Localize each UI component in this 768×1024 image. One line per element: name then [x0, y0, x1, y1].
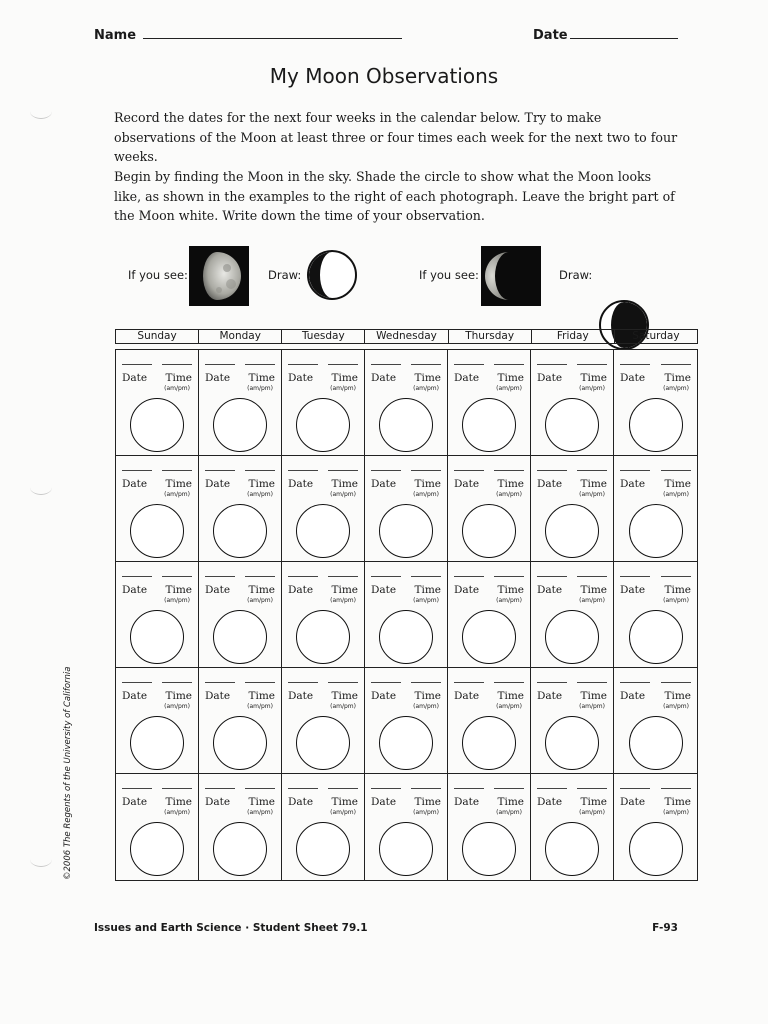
time-label: Time	[331, 372, 358, 384]
time-blank[interactable]	[162, 682, 192, 683]
date-label: Date	[288, 478, 314, 490]
time-label: Time	[165, 478, 192, 490]
ampm-label: (am/pm)	[663, 385, 689, 392]
date-label: Date	[122, 690, 148, 702]
date-blank[interactable]	[371, 364, 401, 365]
calendar-cell[interactable]	[199, 350, 282, 456]
date-blank[interactable]	[288, 470, 318, 471]
waning-crescent-moon-photo	[481, 246, 541, 306]
date-blank[interactable]	[371, 682, 401, 683]
ampm-label: (am/pm)	[579, 703, 605, 710]
moon-shading-circle[interactable]	[296, 822, 350, 876]
date-label: Date	[454, 796, 480, 808]
time-blank[interactable]	[245, 682, 275, 683]
calendar-cell[interactable]	[199, 774, 282, 880]
time-blank[interactable]	[162, 470, 192, 471]
time-label: Time	[248, 690, 275, 702]
ampm-label: (am/pm)	[247, 809, 273, 816]
time-blank[interactable]	[661, 364, 691, 365]
time-label: Time	[580, 690, 607, 702]
ampm-label: (am/pm)	[579, 809, 605, 816]
ampm-label: (am/pm)	[663, 597, 689, 604]
weekday-header-saturday: Saturday	[632, 330, 680, 342]
ampm-label: (am/pm)	[413, 597, 439, 604]
time-label: Time	[248, 796, 275, 808]
date-label: Date	[537, 478, 563, 490]
moon-shading-circle[interactable]	[296, 504, 350, 558]
time-blank[interactable]	[494, 788, 524, 789]
moon-shading-circle[interactable]	[213, 716, 267, 770]
calendar-cell[interactable]	[365, 350, 448, 456]
time-label: Time	[497, 372, 524, 384]
time-blank[interactable]	[494, 364, 524, 365]
time-blank[interactable]	[494, 470, 524, 471]
moon-shading-circle[interactable]	[296, 716, 350, 770]
time-label: Time	[248, 584, 275, 596]
time-label: Time	[414, 796, 441, 808]
instructions-paragraph-2: Begin by finding the Moon in the sky. Shade the circle to show what the Moon looks like, as shown in the examples to the right of each photograph. Leave the bright part of the Moon white. Write down the time of your observation.	[114, 169, 675, 223]
ampm-label: (am/pm)	[413, 491, 439, 498]
calendar-cell[interactable]	[614, 562, 697, 668]
date-label: Date	[371, 690, 397, 702]
ampm-label: (am/pm)	[496, 385, 522, 392]
instructions-paragraph-1: Record the dates for the next four weeks in the calendar below. Try to make observations of the Moon at least three or four times each week for the next two to four weeks.	[114, 110, 678, 164]
footer-page-number: F-93	[652, 922, 678, 934]
date-label: Date	[205, 690, 231, 702]
date-label: Date	[205, 372, 231, 384]
time-blank[interactable]	[411, 682, 441, 683]
date-label: Date	[620, 478, 646, 490]
date-blank[interactable]	[454, 576, 484, 577]
moon-shading-circle[interactable]	[130, 716, 184, 770]
time-blank[interactable]	[162, 576, 192, 577]
date-label: Date	[371, 584, 397, 596]
date-blank[interactable]	[537, 364, 567, 365]
time-label: Time	[580, 478, 607, 490]
moon-shading-circle[interactable]	[379, 716, 433, 770]
time-label: Time	[414, 478, 441, 490]
moon-shading-circle[interactable]	[462, 822, 516, 876]
time-blank[interactable]	[494, 576, 524, 577]
example-1-drawing-circle	[307, 250, 357, 300]
time-label: Time	[165, 690, 192, 702]
time-blank[interactable]	[411, 576, 441, 577]
calendar-cell[interactable]	[531, 456, 614, 562]
calendar-cell[interactable]	[199, 562, 282, 668]
time-blank[interactable]	[328, 470, 358, 471]
example-1-draw-label: Draw:	[268, 268, 302, 282]
time-label: Time	[664, 690, 691, 702]
ampm-label: (am/pm)	[413, 809, 439, 816]
date-blank[interactable]	[454, 788, 484, 789]
time-label: Time	[664, 478, 691, 490]
date-blank[interactable]	[122, 470, 152, 471]
time-blank[interactable]	[162, 788, 192, 789]
ampm-label: (am/pm)	[413, 385, 439, 392]
ampm-label: (am/pm)	[164, 703, 190, 710]
moon-shading-circle[interactable]	[379, 822, 433, 876]
calendar-cell[interactable]	[282, 668, 365, 774]
time-blank[interactable]	[411, 788, 441, 789]
date-blank[interactable]	[288, 576, 318, 577]
weekday-header-tuesday: Tuesday	[282, 330, 365, 343]
ampm-label: (am/pm)	[247, 597, 273, 604]
calendar-cell[interactable]	[282, 350, 365, 456]
calendar-cell[interactable]	[365, 562, 448, 668]
binder-hole-mark	[30, 104, 52, 119]
time-label: Time	[414, 690, 441, 702]
date-blank[interactable]	[620, 364, 650, 365]
date-blank[interactable]	[620, 470, 650, 471]
moon-shading-circle[interactable]	[629, 504, 683, 558]
name-label: Name	[94, 28, 137, 43]
calendar-cell[interactable]	[282, 774, 365, 880]
ampm-label: (am/pm)	[663, 809, 689, 816]
time-label: Time	[664, 584, 691, 596]
date-label: Date	[122, 372, 148, 384]
time-blank[interactable]	[661, 682, 691, 683]
ampm-label: (am/pm)	[247, 385, 273, 392]
date-label: Date	[620, 796, 646, 808]
date-label: Date	[288, 584, 314, 596]
time-blank[interactable]	[661, 576, 691, 577]
calendar-cell[interactable]	[116, 774, 199, 880]
date-label: Date	[620, 372, 646, 384]
date-blank[interactable]	[537, 788, 567, 789]
calendar-cell[interactable]	[531, 350, 614, 456]
time-blank[interactable]	[661, 788, 691, 789]
calendar-cell[interactable]	[448, 456, 531, 562]
moon-shading-circle[interactable]	[545, 822, 599, 876]
moon-shading-circle[interactable]	[462, 610, 516, 664]
time-label: Time	[165, 584, 192, 596]
date-label: Date	[122, 796, 148, 808]
calendar-cell[interactable]	[199, 456, 282, 562]
date-label: Date	[620, 584, 646, 596]
calendar-cell[interactable]	[614, 774, 697, 880]
copyright-notice: ©2006 The Regents of the University of California	[63, 666, 73, 880]
ampm-label: (am/pm)	[496, 809, 522, 816]
date-label: Date	[371, 478, 397, 490]
time-blank[interactable]	[411, 364, 441, 365]
time-label: Time	[497, 796, 524, 808]
moon-shading-circle[interactable]	[462, 504, 516, 558]
date-blank[interactable]	[122, 576, 152, 577]
time-blank[interactable]	[577, 788, 607, 789]
date-blank[interactable]	[205, 364, 235, 365]
date-blank[interactable]	[122, 788, 152, 789]
calendar-cell[interactable]	[199, 668, 282, 774]
time-blank[interactable]	[328, 364, 358, 365]
observation-calendar-grid	[115, 349, 698, 881]
moon-shading-circle[interactable]	[213, 504, 267, 558]
weekday-header-wednesday: Wednesday	[365, 330, 448, 343]
time-label: Time	[165, 796, 192, 808]
moon-shading-circle[interactable]	[629, 610, 683, 664]
moon-shading-circle[interactable]	[379, 398, 433, 452]
footer-source: Issues and Earth Science · Student Sheet 79.1	[94, 922, 368, 934]
time-blank[interactable]	[245, 470, 275, 471]
moon-shading-circle[interactable]	[545, 610, 599, 664]
date-blank[interactable]	[537, 682, 567, 683]
time-label: Time	[331, 690, 358, 702]
date-label: Date	[533, 28, 568, 43]
time-label: Time	[414, 372, 441, 384]
date-blank[interactable]	[537, 576, 567, 577]
time-label: Time	[664, 372, 691, 384]
calendar-cell[interactable]	[614, 456, 697, 562]
ampm-label: (am/pm)	[579, 491, 605, 498]
time-blank[interactable]	[577, 576, 607, 577]
time-label: Time	[165, 372, 192, 384]
time-blank[interactable]	[494, 682, 524, 683]
date-blank[interactable]	[122, 364, 152, 365]
date-blank[interactable]	[205, 788, 235, 789]
calendar-cell[interactable]	[448, 668, 531, 774]
date-label: Date	[454, 584, 480, 596]
date-blank[interactable]	[371, 470, 401, 471]
date-label: Date	[288, 796, 314, 808]
date-label: Date	[205, 796, 231, 808]
ampm-label: (am/pm)	[330, 703, 356, 710]
date-label: Date	[288, 372, 314, 384]
time-blank[interactable]	[328, 576, 358, 577]
time-label: Time	[664, 796, 691, 808]
calendar-cell[interactable]	[531, 668, 614, 774]
time-label: Time	[331, 796, 358, 808]
date-label: Date	[620, 690, 646, 702]
date-label: Date	[537, 372, 563, 384]
date-blank[interactable]	[205, 576, 235, 577]
calendar-cell[interactable]	[448, 774, 531, 880]
ampm-label: (am/pm)	[663, 491, 689, 498]
time-blank[interactable]	[245, 576, 275, 577]
date-blank[interactable]	[205, 470, 235, 471]
date-blank[interactable]	[454, 470, 484, 471]
moon-shading-circle[interactable]	[545, 398, 599, 452]
date-blank[interactable]	[371, 576, 401, 577]
name-field-line[interactable]	[143, 38, 402, 39]
ampm-label: (am/pm)	[579, 597, 605, 604]
ampm-label: (am/pm)	[164, 597, 190, 604]
moon-shading-circle[interactable]	[462, 716, 516, 770]
moon-shading-circle[interactable]	[130, 398, 184, 452]
calendar-cell[interactable]	[614, 350, 697, 456]
moon-shading-circle[interactable]	[545, 716, 599, 770]
date-label: Date	[288, 690, 314, 702]
ampm-label: (am/pm)	[579, 385, 605, 392]
date-blank[interactable]	[620, 682, 650, 683]
time-label: Time	[331, 478, 358, 490]
date-label: Date	[537, 690, 563, 702]
date-label: Date	[371, 372, 397, 384]
date-label: Date	[205, 478, 231, 490]
moon-shading-circle[interactable]	[130, 504, 184, 558]
time-label: Time	[497, 478, 524, 490]
calendar-cell[interactable]	[282, 562, 365, 668]
date-blank[interactable]	[620, 788, 650, 789]
date-label: Date	[371, 796, 397, 808]
time-blank[interactable]	[245, 364, 275, 365]
time-blank[interactable]	[661, 470, 691, 471]
date-blank[interactable]	[288, 788, 318, 789]
moon-shading-circle[interactable]	[130, 610, 184, 664]
ampm-label: (am/pm)	[496, 491, 522, 498]
time-label: Time	[580, 372, 607, 384]
ampm-label: (am/pm)	[164, 385, 190, 392]
time-blank[interactable]	[328, 682, 358, 683]
date-blank[interactable]	[205, 682, 235, 683]
calendar-cell[interactable]	[116, 562, 199, 668]
page-title: My Moon Observations	[269, 64, 499, 88]
moon-shading-circle[interactable]	[629, 716, 683, 770]
moon-shading-circle[interactable]	[379, 504, 433, 558]
ampm-label: (am/pm)	[413, 703, 439, 710]
moon-shading-circle[interactable]	[629, 822, 683, 876]
ampm-label: (am/pm)	[496, 597, 522, 604]
date-blank[interactable]	[288, 682, 318, 683]
time-blank[interactable]	[577, 682, 607, 683]
date-label: Date	[205, 584, 231, 596]
date-blank[interactable]	[537, 470, 567, 471]
date-blank[interactable]	[454, 682, 484, 683]
ampm-label: (am/pm)	[330, 385, 356, 392]
date-label: Date	[537, 796, 563, 808]
calendar-cell[interactable]	[365, 774, 448, 880]
ampm-label: (am/pm)	[164, 491, 190, 498]
ampm-label: (am/pm)	[330, 597, 356, 604]
time-label: Time	[580, 584, 607, 596]
ampm-label: (am/pm)	[330, 491, 356, 498]
date-label: Date	[454, 690, 480, 702]
moon-shading-circle[interactable]	[130, 822, 184, 876]
ampm-label: (am/pm)	[247, 703, 273, 710]
calendar-cell[interactable]	[448, 562, 531, 668]
ampm-label: (am/pm)	[164, 809, 190, 816]
weekday-header-friday: Friday	[532, 330, 615, 343]
date-blank[interactable]	[288, 364, 318, 365]
date-label: Date	[122, 478, 148, 490]
time-label: Time	[414, 584, 441, 596]
ampm-label: (am/pm)	[247, 491, 273, 498]
ampm-label: (am/pm)	[663, 703, 689, 710]
date-field-line[interactable]	[570, 38, 678, 39]
date-label: Date	[454, 478, 480, 490]
date-blank[interactable]	[122, 682, 152, 683]
time-label: Time	[580, 796, 607, 808]
ampm-label: (am/pm)	[496, 703, 522, 710]
weekday-header-thursday: Thursday	[449, 330, 532, 343]
time-label: Time	[331, 584, 358, 596]
moon-shading-circle[interactable]	[629, 398, 683, 452]
example-2-draw-label: Draw:	[559, 268, 593, 282]
ampm-label: (am/pm)	[330, 809, 356, 816]
moon-shading-circle[interactable]	[379, 610, 433, 664]
calendar-cell[interactable]	[116, 456, 199, 562]
calendar-cell[interactable]	[531, 562, 614, 668]
time-blank[interactable]	[328, 788, 358, 789]
weekday-header-sunday: Sunday	[116, 330, 199, 343]
calendar-cell[interactable]	[116, 668, 199, 774]
moon-shading-circle[interactable]	[213, 610, 267, 664]
weekday-header-row	[115, 329, 698, 344]
date-blank[interactable]	[371, 788, 401, 789]
binder-hole-mark	[30, 852, 52, 867]
calendar-cell[interactable]	[365, 456, 448, 562]
time-blank[interactable]	[162, 364, 192, 365]
time-blank[interactable]	[577, 470, 607, 471]
date-label: Date	[122, 584, 148, 596]
example-1-if-you-see-label: If you see:	[128, 268, 188, 282]
calendar-cell[interactable]	[531, 774, 614, 880]
calendar-cell[interactable]	[116, 350, 199, 456]
moon-shading-circle[interactable]	[296, 610, 350, 664]
moon-shading-circle[interactable]	[296, 398, 350, 452]
example-2-if-you-see-label: If you see:	[419, 268, 479, 282]
time-label: Time	[497, 690, 524, 702]
waxing-gibbous-moon-photo	[189, 246, 249, 306]
calendar-cell[interactable]	[448, 350, 531, 456]
weekday-header-monday: Monday	[199, 330, 282, 343]
time-label: Time	[497, 584, 524, 596]
binder-hole-mark	[30, 480, 52, 495]
time-blank[interactable]	[411, 470, 441, 471]
moon-shading-circle[interactable]	[462, 398, 516, 452]
date-blank[interactable]	[454, 364, 484, 365]
time-blank[interactable]	[245, 788, 275, 789]
time-blank[interactable]	[577, 364, 607, 365]
date-label: Date	[454, 372, 480, 384]
date-blank[interactable]	[620, 576, 650, 577]
moon-shading-circle[interactable]	[213, 822, 267, 876]
time-label: Time	[248, 478, 275, 490]
time-label: Time	[248, 372, 275, 384]
calendar-cell[interactable]	[365, 668, 448, 774]
calendar-cell[interactable]	[614, 668, 697, 774]
calendar-cell[interactable]	[282, 456, 365, 562]
moon-shading-circle[interactable]	[545, 504, 599, 558]
moon-shading-circle[interactable]	[213, 398, 267, 452]
date-label: Date	[537, 584, 563, 596]
